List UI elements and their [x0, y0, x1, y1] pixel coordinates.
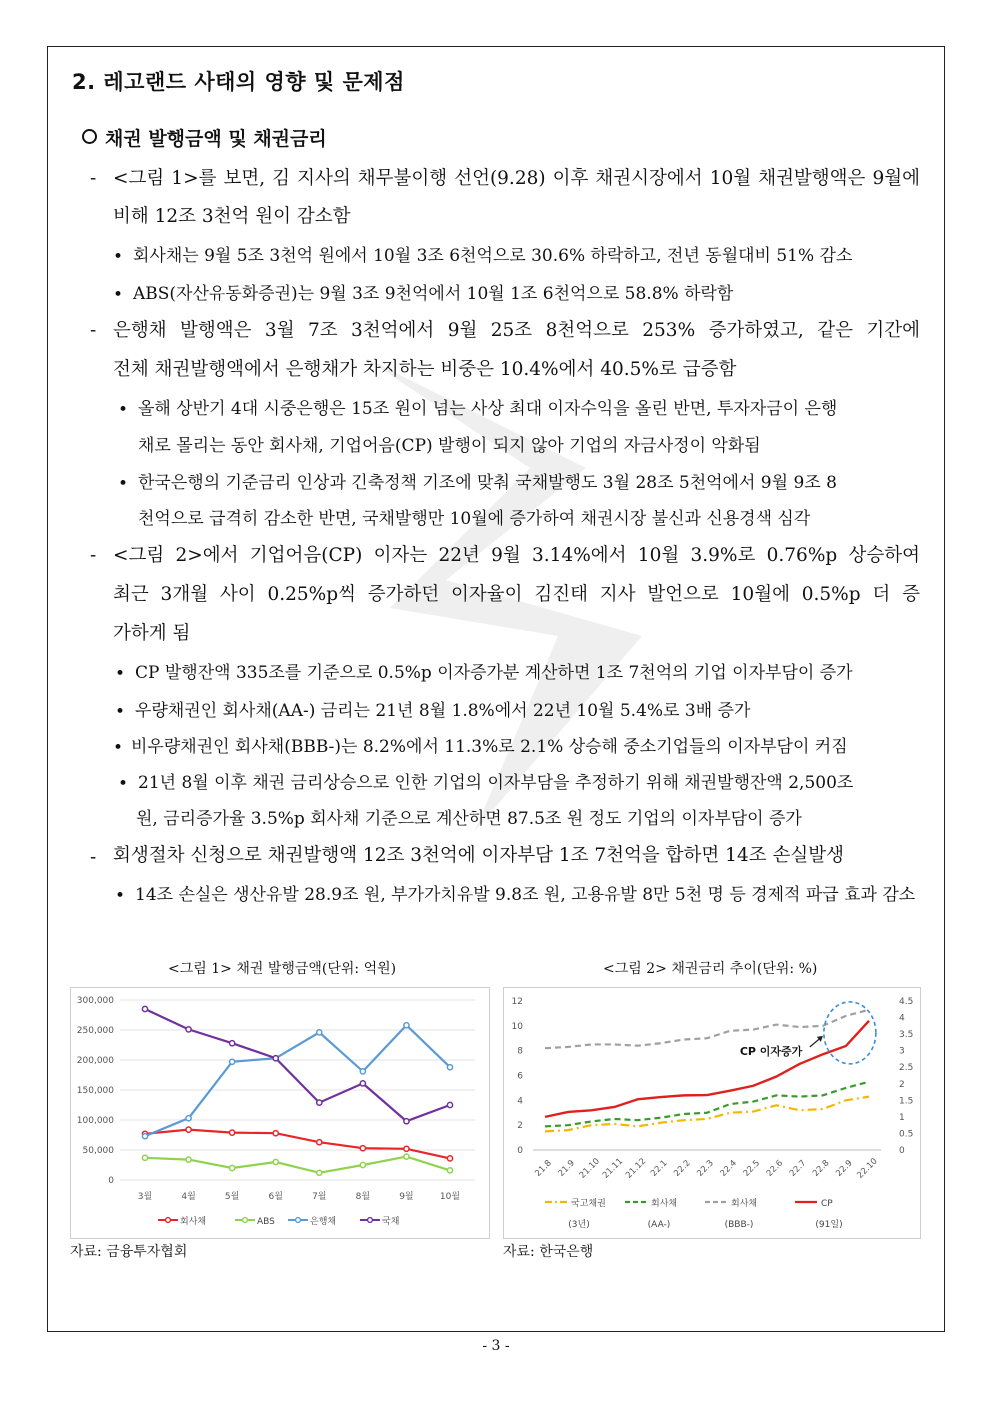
data-point	[447, 1156, 452, 1161]
bullet-line: 원, 금리증가율 3.5%p 회사채 기준으로 계산하면 87.5조 원 정도 기업의 이자부담이 증가	[136, 809, 802, 829]
legend-sublabel: (3년)	[568, 1220, 590, 1230]
right-y-tick-label: 2.5	[899, 1063, 914, 1074]
data-point	[317, 1170, 322, 1175]
data-point	[404, 1023, 409, 1028]
bullet-marker: •	[118, 400, 129, 420]
paragraph-line: <그림 1>를 보면, 김 지사의 채무불이행 선언(9.28) 이후 채권시장에서 10월 채권발행액은 9월에	[113, 168, 920, 189]
x-tick-label: 22.5	[741, 1158, 763, 1179]
data-point	[230, 1130, 235, 1135]
legend-label: 국고채권	[571, 1199, 606, 1209]
legend-label: 회사채	[180, 1217, 207, 1227]
x-tick-label: 22.6	[764, 1158, 786, 1179]
data-point	[230, 1165, 235, 1170]
x-tick-label: 7월	[312, 1192, 327, 1202]
data-point	[360, 1081, 365, 1086]
paragraph-line: 회생절차 신청으로 채권발행액 12조 3천억에 이자부담 1조 7천억을 합하면 14조 손실발생	[113, 845, 844, 866]
paragraph-line: 최근 3개월 사이 0.25%p씩 증가하던 이자율이 김진태 지사 발언으로 10월에 0.5%p 더 증	[113, 584, 920, 605]
legend-label: CP	[821, 1199, 833, 1209]
x-tick-label: 8월	[355, 1192, 371, 1202]
bullet-marker: •	[115, 886, 126, 906]
data-point	[186, 1157, 191, 1162]
y-tick-label: 200,000	[76, 1056, 114, 1066]
x-tick-label: 22.2	[672, 1158, 693, 1179]
left-y-tick-label: 2	[517, 1121, 523, 1132]
bullet-line: 21년 8월 이후 채권 금리상승으로 인한 기업의 이자부담을 추정하기 위해 채권발행잔액 2,500조	[138, 773, 854, 793]
bullet-line: 우량채권인 회사채(AA-) 금리는 21년 8월 1.8%에서 22년 10월 5.4%로 3배 증가	[135, 701, 751, 721]
x-tick-label: 21.9	[556, 1158, 577, 1179]
section-heading: 2. 레고랜드 사태의 영향 및 문제점	[72, 70, 405, 94]
bullet-line: 올해 상반기 4대 시중은행은 15조 원이 넘는 사상 최대 이자수익을 올린 반면, 투자자금이 은행	[138, 399, 838, 419]
data-point	[186, 1027, 191, 1032]
annotation-label: CP 이자증가	[739, 1044, 803, 1058]
left-y-tick-label: 8	[517, 1046, 523, 1057]
legend-sublabel: (AA-)	[647, 1220, 671, 1230]
page-number: - 3 -	[482, 1338, 510, 1354]
bullet-marker: •	[113, 738, 124, 758]
x-tick-label: 22.3	[695, 1158, 716, 1179]
x-tick-label: 22.1	[649, 1158, 670, 1179]
x-tick-label: 21.10	[577, 1156, 603, 1181]
data-point	[230, 1041, 235, 1046]
paragraph-line: 가하게 됨	[113, 623, 191, 644]
dash-marker: -	[90, 847, 97, 868]
data-point	[186, 1116, 191, 1121]
figure1-caption: <그림 1> 채권 발행금액(단위: 억원)	[168, 961, 397, 977]
data-point	[404, 1119, 409, 1124]
legend-label: 회사채	[651, 1199, 678, 1209]
data-point	[317, 1030, 322, 1035]
right-y-tick-label: 4.5	[899, 997, 914, 1007]
data-point	[360, 1162, 365, 1167]
legend-sublabel: (91일)	[815, 1220, 843, 1230]
right-y-tick-label: 1	[899, 1112, 905, 1123]
circle-bullet-icon	[82, 129, 97, 144]
x-tick-label: 22.8	[811, 1158, 832, 1179]
bullet-line: 회사채는 9월 5조 3천억 원에서 10월 3조 6천억으로 30.6% 하락하고, 전년 동월대비 51% 감소	[133, 246, 853, 266]
sub-heading	[82, 124, 327, 151]
data-point	[230, 1059, 235, 1064]
left-y-tick-label: 6	[517, 1071, 523, 1082]
data-point	[142, 1134, 147, 1139]
bullet-marker: •	[113, 247, 124, 267]
legend-label: ABS	[257, 1217, 275, 1227]
data-point	[447, 1168, 452, 1173]
bullet-marker: •	[115, 664, 126, 684]
right-y-tick-label: 3.5	[899, 1030, 914, 1041]
bullet-marker: •	[118, 474, 129, 494]
left-y-tick-label: 12	[511, 997, 523, 1007]
left-y-tick-label: 4	[517, 1096, 523, 1107]
x-tick-label: 22.4	[718, 1158, 739, 1179]
legend-label: 국채	[382, 1217, 400, 1227]
x-tick-label: 5월	[224, 1192, 240, 1202]
data-point	[404, 1146, 409, 1151]
legend-marker	[243, 1218, 248, 1223]
bullet-marker: •	[118, 774, 129, 794]
data-point	[404, 1154, 409, 1159]
left-y-tick-label: 0	[517, 1146, 523, 1156]
y-tick-label: 100,000	[76, 1116, 114, 1126]
bullet-line: ABS(자산유동화증권)는 9월 3조 9천억에서 10월 1조 6천억으로 58.8% 하락함	[133, 284, 734, 304]
y-tick-label: 300,000	[76, 996, 114, 1006]
sub-heading-text: 채권 발행금액 및 채권금리	[105, 128, 327, 150]
legend-sublabel: (BBB-)	[724, 1220, 754, 1230]
legend-label: 회사채	[731, 1199, 758, 1209]
left-y-tick-label: 10	[511, 1021, 523, 1032]
bullet-line: 채로 몰리는 동안 회사채, 기업어음(CP) 발행이 되지 않아 기업의 자금사정이 악화됨	[138, 436, 761, 456]
y-tick-label: 150,000	[76, 1086, 114, 1096]
x-tick-label: 22.10	[855, 1156, 880, 1181]
x-tick-label: 9월	[399, 1192, 414, 1202]
data-point	[142, 1006, 147, 1011]
paragraph-line: 전체 채권발행액에서 은행채가 차지하는 비중은 10.4%에서 40.5%로 급증함	[113, 359, 737, 380]
legend-label: 은행채	[310, 1217, 337, 1227]
x-tick-label: 3월	[137, 1192, 153, 1202]
right-y-tick-label: 3	[899, 1046, 905, 1057]
x-tick-label: 4월	[181, 1192, 196, 1202]
figure2-caption: <그림 2> 채권금리 추이(단위: %)	[603, 961, 818, 977]
data-point	[273, 1159, 278, 1164]
x-tick-label: 10월	[439, 1192, 461, 1202]
data-point	[447, 1065, 452, 1070]
x-tick-label: 21.11	[600, 1156, 626, 1181]
data-point	[142, 1155, 147, 1160]
right-y-tick-label: 0.5	[899, 1129, 914, 1140]
paragraph-line: <그림 2>에서 기업어음(CP) 이자는 22년 9월 3.14%에서 10월 3.9%로 0.76%p 상승하여	[113, 545, 920, 566]
x-tick-label: 22.9	[834, 1158, 855, 1179]
data-point	[317, 1140, 322, 1145]
figure1-chart	[70, 987, 490, 1239]
figure1-source: 자료: 금융투자협회	[70, 1244, 188, 1260]
legend-marker	[166, 1218, 171, 1223]
y-tick-label: 50,000	[82, 1146, 114, 1156]
x-tick-label: 6월	[268, 1192, 283, 1202]
x-tick-label: 21.8	[533, 1158, 554, 1179]
bullet-line: 14조 손실은 생산유발 28.9조 원, 부가가치유발 9.8조 원, 고용유발 8만 5천 명 등 경제적 파급 효과 감소	[135, 885, 916, 905]
data-point	[360, 1069, 365, 1074]
data-point	[447, 1102, 452, 1107]
bullet-marker: •	[115, 702, 126, 722]
right-y-tick-label: 2	[899, 1079, 905, 1090]
figure2-chart	[503, 987, 921, 1239]
data-point	[360, 1146, 365, 1151]
dash-marker: -	[90, 168, 97, 189]
right-y-tick-label: 0	[899, 1146, 905, 1156]
bullet-line: 한국은행의 기준금리 인상과 긴축정책 기조에 맞춰 국채발행도 3월 28조 5천억에서 9월 9조 8	[138, 473, 837, 493]
right-y-tick-label: 4	[899, 1013, 905, 1024]
data-point	[273, 1131, 278, 1136]
figure2-source: 자료: 한국은행	[503, 1244, 594, 1260]
data-point	[186, 1127, 191, 1132]
x-tick-label: 22.7	[787, 1158, 809, 1179]
y-tick-label: 0	[108, 1176, 114, 1186]
bullet-line: 천억으로 급격히 감소한 반면, 국채발행만 10월에 증가하여 채권시장 불신과 신용경색 심각	[138, 509, 811, 529]
dash-marker: -	[90, 545, 97, 566]
dash-marker: -	[90, 320, 97, 341]
y-tick-label: 250,000	[76, 1026, 114, 1036]
legend-marker	[368, 1218, 373, 1223]
x-tick-label: 21.12	[624, 1156, 649, 1181]
legend-marker	[296, 1218, 301, 1223]
data-point	[317, 1100, 322, 1105]
data-point	[273, 1056, 278, 1061]
right-y-tick-label: 1.5	[899, 1096, 914, 1107]
bullet-line: CP 발행잔액 335조를 기준으로 0.5%p 이자증가분 계산하면 1조 7천억의 기업 이자부담이 증가	[135, 663, 853, 683]
bullet-marker: •	[113, 285, 124, 305]
bullet-line: 비우량채권인 회사채(BBB-)는 8.2%에서 11.3%로 2.1% 상승해 중소기업들의 이자부담이 커짐	[131, 737, 848, 757]
paragraph-line: 비해 12조 3천억 원이 감소함	[113, 206, 351, 227]
paragraph-line: 은행채 발행액은 3월 7조 3천억에서 9월 25조 8천억으로 253% 증가하였고, 같은 기간에	[113, 320, 920, 341]
